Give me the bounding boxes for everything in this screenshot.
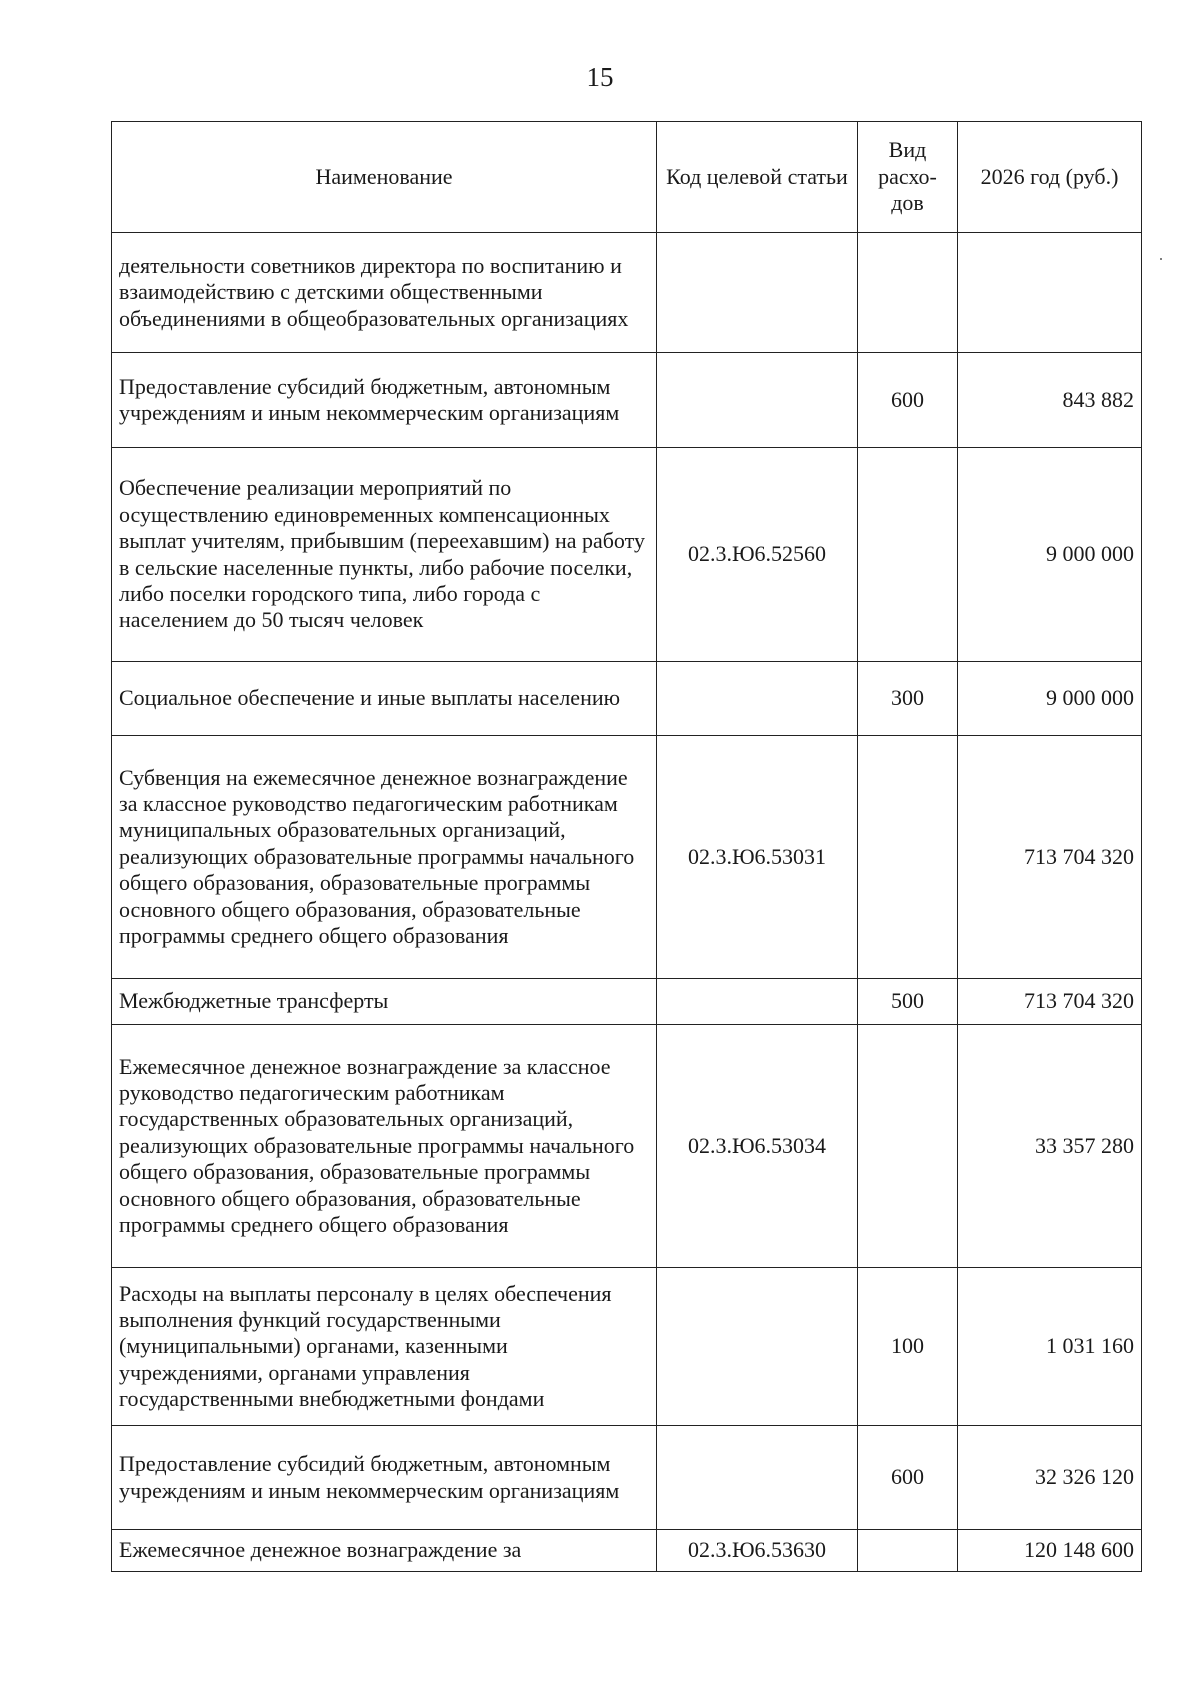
table-row xyxy=(112,1025,1142,1268)
row-name: Расходы на выплаты персоналу в целях обеспечения выполнения функций государственными (муниципальными) органами, казенными учреждениями, органами управления государственными внебюджетными фондами xyxy=(112,1268,657,1426)
row-vid xyxy=(858,1530,958,1572)
row-vid xyxy=(858,448,958,662)
row-name: Обеспечение реализации мероприятий по осуществлению единовременных компенсационных выплат учителям, прибывшим (переехавшим) на работу в сельские населенные пункты, либо рабочие поселки, либо поселки городского типа, либо города с населением до 50 тысяч человек xyxy=(112,448,657,662)
table-row xyxy=(112,662,1142,736)
row-code xyxy=(657,353,858,448)
table-row xyxy=(112,1268,1142,1426)
row-code xyxy=(657,979,858,1025)
budget-table xyxy=(111,121,1142,1572)
row-code: 02.3.Ю6.53034 xyxy=(657,1025,858,1268)
row-sum: 843 882 xyxy=(958,353,1142,448)
header-code: Код целевой статьи xyxy=(657,122,858,233)
row-vid xyxy=(858,736,958,979)
table-row xyxy=(112,1426,1142,1530)
row-name: Ежемесячное денежное вознаграждение за классное руководство педагогическим работникам государственных образовательных организаций, реализующих образовательные программы начального общего образования, образовательные программы основного общего образования, образовательные программы среднего общего образования xyxy=(112,1025,657,1268)
row-vid: 600 xyxy=(858,353,958,448)
row-sum: 713 704 320 xyxy=(958,979,1142,1025)
row-vid: 500 xyxy=(858,979,958,1025)
row-name: Межбюджетные трансферты xyxy=(112,979,657,1025)
row-name: Социальное обеспечение и иные выплаты населению xyxy=(112,662,657,736)
row-code: 02.3.Ю6.53031 xyxy=(657,736,858,979)
row-name: Предоставление субсидий бюджетным, автономным учреждениям и иным некоммерческим организациям xyxy=(112,1426,657,1530)
table-row xyxy=(112,448,1142,662)
table-header-row xyxy=(112,122,1142,233)
header-name: Наименование xyxy=(112,122,657,233)
row-code xyxy=(657,233,858,353)
table-row xyxy=(112,1530,1142,1572)
row-sum: 9 000 000 xyxy=(958,448,1142,662)
row-code xyxy=(657,1426,858,1530)
row-vid: 100 xyxy=(858,1268,958,1426)
row-code xyxy=(657,662,858,736)
page-number: 15 xyxy=(586,62,614,92)
scan-speck xyxy=(1160,258,1162,260)
row-vid: 300 xyxy=(858,662,958,736)
row-sum: 9 000 000 xyxy=(958,662,1142,736)
table-row xyxy=(112,736,1142,979)
row-code xyxy=(657,1268,858,1426)
table-row xyxy=(112,979,1142,1025)
row-sum xyxy=(958,233,1142,353)
row-code: 02.3.Ю6.52560 xyxy=(657,448,858,662)
row-sum: 120 148 600 xyxy=(958,1530,1142,1572)
row-sum: 1 031 160 xyxy=(958,1268,1142,1426)
row-sum: 32 326 120 xyxy=(958,1426,1142,1530)
row-code: 02.3.Ю6.53630 xyxy=(657,1530,858,1572)
row-name: деятельности советников директора по воспитанию и взаимодействию с детскими общественными объединениями в общеобразовательных организациях xyxy=(112,233,657,353)
row-vid xyxy=(858,1025,958,1268)
table-row xyxy=(112,233,1142,353)
header-sum: 2026 год (руб.) xyxy=(958,122,1142,233)
row-sum: 713 704 320 xyxy=(958,736,1142,979)
header-vid: Вид расхо-дов xyxy=(858,122,958,233)
row-name: Субвенция на ежемесячное денежное вознаграждение за классное руководство педагогическим работникам муниципальных образовательных организаций, реализующих образовательные программы начального общего образования, образовательные программы основного общего образования, образовательные программы среднего общего образования xyxy=(112,736,657,979)
row-vid: 600 xyxy=(858,1426,958,1530)
row-name: Предоставление субсидий бюджетным, автономным учреждениям и иным некоммерческим организациям xyxy=(112,353,657,448)
table-row xyxy=(112,353,1142,448)
row-sum: 33 357 280 xyxy=(958,1025,1142,1268)
row-vid xyxy=(858,233,958,353)
row-name: Ежемесячное денежное вознаграждение за xyxy=(112,1530,657,1572)
